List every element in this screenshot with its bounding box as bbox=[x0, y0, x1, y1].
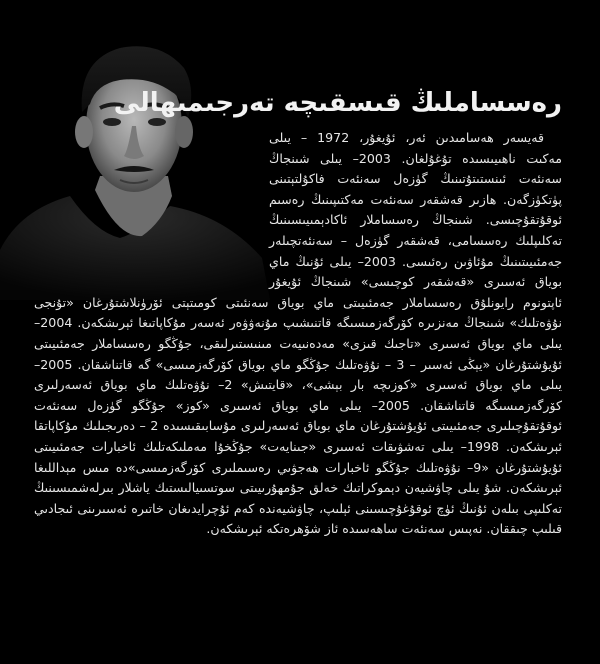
biography-text bbox=[34, 128, 562, 540]
biography-paragraph: قەيسەر ھەسامىدىن ئەر، ئۇيغۇر، 1972 – يىلى مەكىت ناھىيىسىدە تۇغۇلغان. 2003– يىلى شىنجاڭ سەنئەت ئىنستىتۇتىنىڭ گۈزەل سەنئەت فاكۇلتېتىنى پۈتكۈزگەن. ھازىر قەشقەر سەنئەت مەكتىپىنىڭ رەسىم ئوقۇتقۇچىسى. شىنجاڭ رەسساملار ئاكادېمىيىسىنىڭ تەكلىپلىك رەسسامى، قەشقەر گۈزەل – سەنئەتچىلەر جەمئىيىتىنىڭ مۇئاۋىن رەئىسى. 2003– يىلى ئۇنىڭ ماي بوياق ئەسىرى «قەشقەر كوچىسى» شىنجاڭ ئۇيغۇر ئاپتونوم رايونلۇق رەسساملار جەمئىيىتى ماي بوياق سەنئىتى كومىتېتى ئۆرۈنلاشتۇرغان «تۇنجى نۇۋەتلىك» شىنجاڭ مەنزىرە كۆرگەزمىسىگە قاتنىشىپ مۇنەۋۋەر ئەسەر مۇكاپاتىغا ئېرىشكەن. 2004– يىلى ماي بوياق ئەسىرى «تاجىك قىزى» مەدەنىيەت مىنىستىرلىقى، جۇڭگو رەسساملار جەمئىيىتى ئۇيۇشتۇرغان «يېڭى ئەسىر – 3 – نۇۋەتلىك جۇڭگو ماي بوياق كۆرگەزمىسى» گە قاتناشقان. 2005– يىلى ماي بوياق ئەسىرى «كوزىچە بار بېشى»، «قايتىش» 2– نۇۋەتلىك ماي بوياق ئەسەرلىرى كۆرگەزمىسىگە قاتناشقان. 2005– يىلى ماي بوياق ئەسىرى «كوز» جۇڭگو گۈزەل سەنئەت ئوقۇتقۇچىلىرى جەمئىيىتى ئۇيۇشتۇرغان ماي بوياق ئەسەرلىرى مۇسابىقىسىدە 2 – دەرىجىلىك مۇكاپاتقا ئېرىشكەن. 1998– يىلى تەشۋىقات ئەسىرى «جىنايەت» جۇڭخۇا مەملىكەتلىك ئاخبارات جەمئىيىتى ئۇيۇشتۇرغان «9– نۇۋەتلىك جۇڭگو ئاخبارات ھەجۋىي رەسىملىرى كۆرگەزمىسى»دە مىس مېداللىغا ئېرىشكەن. شۇ يىلى چاۋشيەن دېموكراتىك خەلق جۇمھۇرىيىتى سوتسىيالىستىك ياشلار بىرلەشمىسىنىڭ تەكلىپى بىلەن ئۇنىڭ ئۈچ ئوقۇغۇچىسىنى ئېلىپ، چاۋشيەندە كەم ئۇچرايدىغان خاتىرە ئەسىرىنى ئىجادىي قىلىپ چىققان. نەپىس سەنئەت ساھەسىدە ئاز شۆھرەتكە ئېرىشكەن. bbox=[34, 130, 562, 537]
page-title: رەسساملىڭ قىسقىچە تەرجىمىھالى bbox=[113, 88, 562, 118]
